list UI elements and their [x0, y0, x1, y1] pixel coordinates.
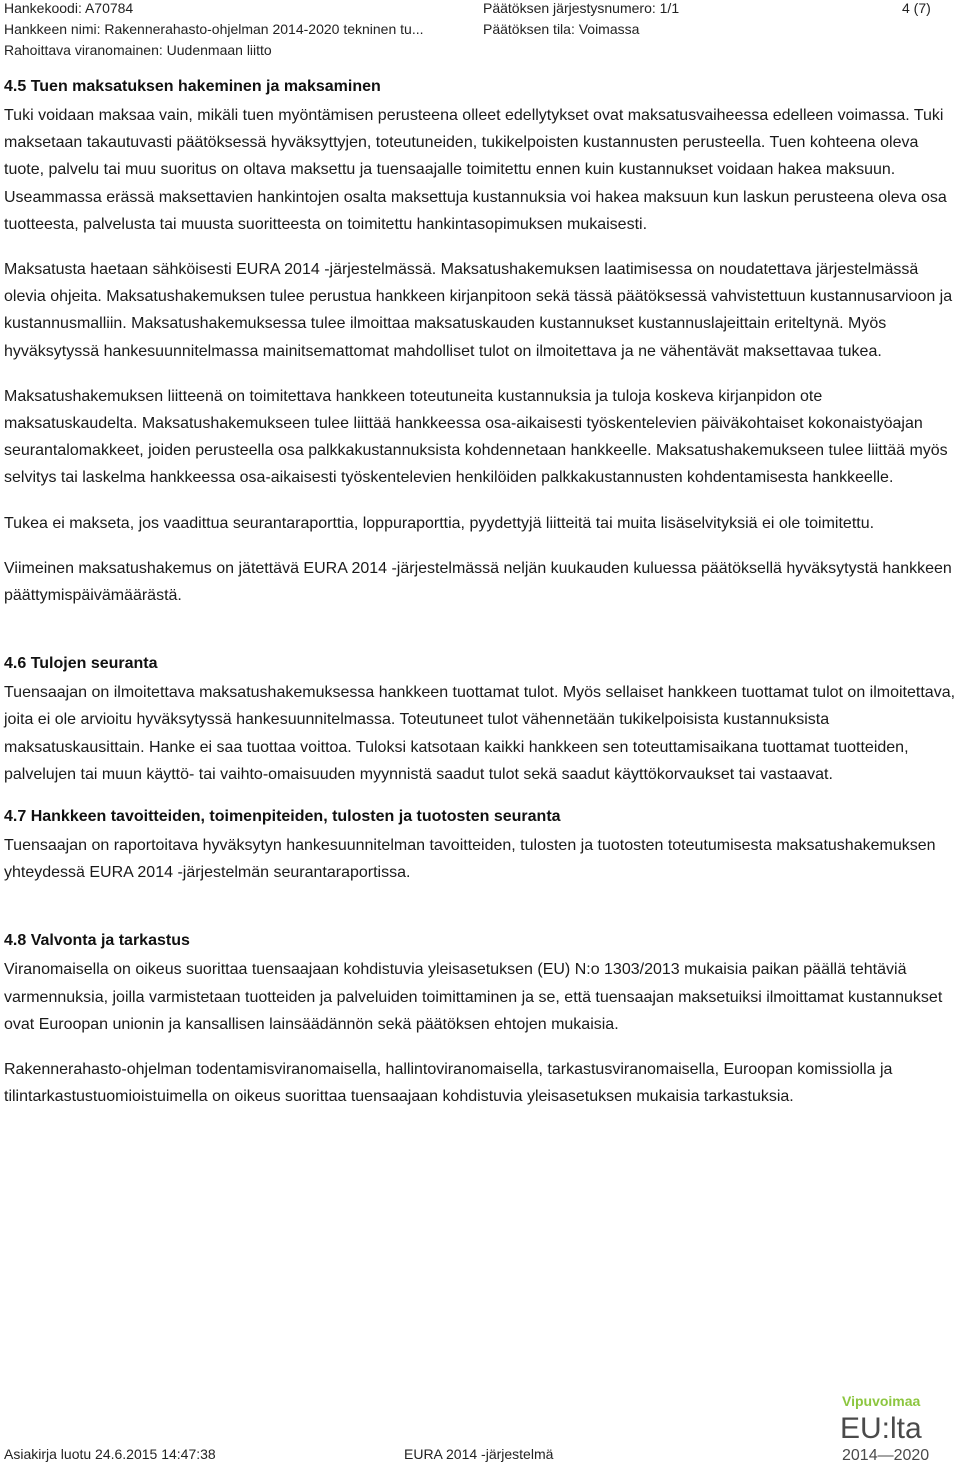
- logo-tagline: Vipuvoimaa: [842, 1393, 921, 1409]
- section-4-5-paragraph-1: Tuki voidaan maksaa vain, mikäli tuen myöntämisen perusteena olleet edellytykset ovat maksatusvaiheessa edelleen voimassa. Tuki maksetaan takautuvasti päätöksessä hyväksyttyjen, toteutuneiden, tukikelpoisten kustannusten perusteella. Tuen kohteena oleva tuote, palvelu tai muu suoritus on oltava maksettu ja tuensaajalle toimitettu ennen kuin kustannukset voidaan hakea maksuun. Useammassa erässä maksettavien hankintojen osalta maksettuja kustannuksia voi hakea maksuun kun laskun perusteena oleva osa tuotteesta, palvelusta tai muusta suoritteesta on toimitettu hankintasopimuksen mukaisesti.: [4, 107, 947, 233]
- logo-eu-text: EU:lta: [840, 1412, 922, 1445]
- section-4-8-paragraph-2: Rakennerahasto-ohjelman todentamisviranomaisella, hallintoviranomaisella, tarkastusviranomaisella, Euroopan komissiolla ja tilintarkastustuomioistuimella on oikeus suorittaa tuensaajaan kohdistuvia yleisasetuksen mukaisia tarkastuksia.: [4, 1061, 893, 1106]
- document-body: [4, 76, 960, 1110]
- section-4-7-paragraph-1: Tuensaajan on raportoitava hyväksytyn hankesuunnitelman tavoitteiden, tulosten ja tuotosten toteutumisesta maksatushakemuksen yhteydessä EURA 2014 -järjestelmän seurantaraportissa.: [4, 837, 936, 882]
- section-4-5-paragraph-5: Viimeinen maksatushakemus on jätettävä EURA 2014 -järjestelmässä neljän kuukauden kuluessa päätöksellä hyväksytystä hankkeen päättymispäivämäärästä.: [4, 559, 952, 605]
- vipuvoimaa-eu-logo: [838, 1392, 950, 1464]
- funding-authority: Rahoittava viranomainen: Uudenmaan liitto: [4, 42, 272, 58]
- logo-years: 2014—2020: [842, 1447, 930, 1464]
- section-4-5-paragraph-2: Maksatusta haetaan sähköisesti EURA 2014 -järjestelmässä. Maksatushakemuksen laatimisessa on noudatettava järjestelmässä olevia ohjeita. Maksatushakemuksen tulee perustua hankkeen kirjanpitoon sekä tässä päätöksessä vahvistettuun kustannusarvioon ja kustannusmalliin. Maksatushakemuksessa tulee ilmoittaa maksatuskauden kustannukset kustannuslajeittain eriteltynä. Myös hyväksytyssä hankesuunnitelmassa mainitsemattomat mahdolliset tulot on ilmoitettava ja ne vähentävät maksettavaa tukea.: [4, 261, 953, 360]
- section-4-5-paragraph-4: Tukea ei makseta, jos vaadittua seurantaraporttia, loppuraporttia, pyydettyjä liitteitä tai muita lisäselvityksiä ei ole toimitettu.: [4, 514, 875, 532]
- project-code: Hankekoodi: A70784: [4, 0, 134, 16]
- section-4-5-title: 4.5 Tuen maksatuksen hakeminen ja maksaminen: [4, 78, 381, 95]
- system-name: EURA 2014 -järjestelmä: [404, 1446, 554, 1462]
- section-4-6-title: 4.6 Tulojen seuranta: [4, 655, 158, 673]
- section-4-8-paragraph-1: Viranomaisella on oikeus suorittaa tuensaajaan kohdistuvia yleisasetuksen (EU) N:o 1303/2013 mukaisia paikan päällä tehtäviä varmennuksia, joilla varmistetaan tuotteiden ja palveluiden toimittaminen ja se, että tuensaajan maksetuiksi ilmoittamat kustannukset ovat Euroopan unionin ja kansallisen lainsäädännön sekä päätöksen ehtojen mukaisia.: [4, 961, 943, 1033]
- section-4-6-paragraph-1: Tuensaajan on ilmoitettava maksatushakemuksessa hankkeen tuottamat tulot. Myös sellaiset hankkeen tuottamat tulot on ilmoitettava, joita ei ole arvioitu hyväksytyssä hankesuunnitelmassa. Toteutuneet tulot vähennetään tukikelpoisista kustannuksista maksatuskausittain. Hanke ei saa tuottaa voittoa. Tuloksi katsotaan kaikki hankkeen sen toteuttamisaikana tuottamat tuotteiden, palvelujen tai muun käyttö- tai vaihto-omaisuuden myynnistä saadut tulot sekä saadut käyttökorvaukset tai vastaavat.: [4, 684, 956, 783]
- section-4-7-title: 4.7 Hankkeen tavoitteiden, toimenpiteiden, tulosten ja tuotosten seuranta: [4, 808, 561, 826]
- document-created: Asiakirja luotu 24.6.2015 14:47:38: [4, 1446, 216, 1462]
- section-4-8-title: 4.8 Valvonta ja tarkastus: [4, 932, 190, 950]
- project-name: Hankkeen nimi: Rakennerahasto-ohjelman 2014-2020 tekninen tu...: [4, 21, 424, 37]
- section-4-5-paragraph-3: Maksatushakemuksen liitteenä on toimitettava hankkeen toteutuneita kustannuksia ja tuloja koskeva kirjanpidon ote maksatuskaudelta. Maksatushakemukseen tulee liittää hankkeessa osa-aikaisesti työskentelevien päiväkohtaiset kokonaistyöajan seurantalomakkeet, joiden perusteella osa palkkakustannuksista kohdennetaan hankkeelle. Maksatushakemukseen tulee liittää myös selvitys tai laskelma hankkeessa osa-aikaisesti työskentelevien henkilöiden palkkakustannusten kohdentamisesta hankkeelle.: [4, 387, 948, 487]
- decision-status: Päätöksen tila: Voimassa: [483, 21, 640, 37]
- page-header: [0, 0, 960, 60]
- decision-number: Päätöksen järjestysnumero: 1/1: [483, 0, 680, 16]
- page-number: 4 (7): [902, 0, 931, 16]
